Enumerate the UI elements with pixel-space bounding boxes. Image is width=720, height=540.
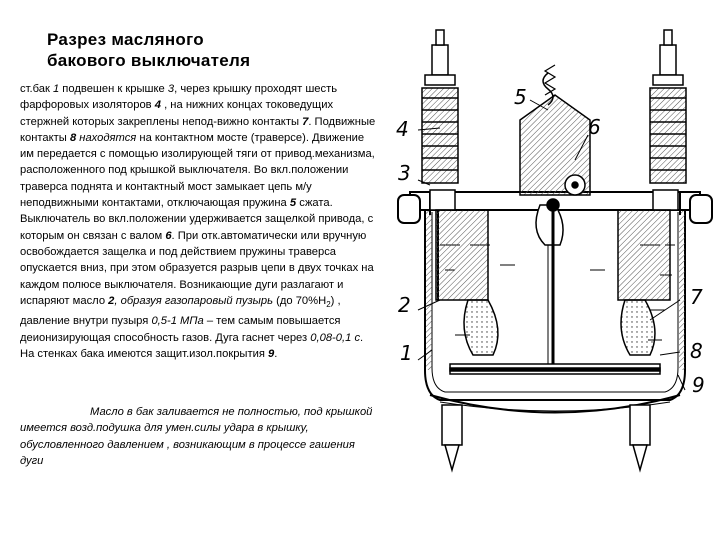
label-7: 7 [690,285,703,309]
label-4: 4 [396,117,409,141]
note-text [20,404,380,469]
breaker-cross-section-diagram [380,20,720,540]
slide-title [47,29,347,71]
label-6: 6 [588,115,601,139]
note-content: Масло в бак заливается не полностью, под крышкой имеется возд.подушка для умен.силы удара в крышку, обусловленного давлением , возникающим в процессе гашения дуги [20,406,373,467]
description-text: ст.бак 1 подвешен к крышке 3, через крышку проходят шесть фарфоровых изоляторов 4 , на нижних концах токоведущих стержней которых закреплены непод-вижно контакты 7. Подвижные контакты 8 находятся на контактном мосте (траверсе). Движение им передается с помощью изолирующей тяги от привод.механизма, расположенного под крышкой выключателя. Во вкл.положении траверса поднята и контактный мост замыкает цепь м/у неподвижными контактами, отключающая пружина 5 сжата. Выключатель во вкл.положении удерживается защелкой привода, с которым он связан с валом 6. При отк.автоматически или вручную освобождается защелка и под действием пружины траверса опускается вниз, при этом образуется разрыв цепи в двух точках на каждом полюсе выключателя. Возникающие дуги разлагают и испаряют масло 2, образуя газопаровый пузырь (до $70\%Н_2$) , давление внутри пузыря 0,5-1 МПа – тем самым повышается деионизирующая способность газов. Дуга гаснет через 0,08-0,1 с. На стенках бака имеются защит.изол.покрытия 9. [20,83,376,360]
title-line-2: бакового выключателя [47,51,251,70]
bottom-rods [442,405,650,470]
label-2: 2 [398,293,411,317]
title-line-1: Разрез масляного [47,30,204,49]
label-1: 1 [400,341,413,365]
label-5: 5 [514,85,527,109]
label-3: 3 [398,161,411,185]
label-8: 8 [690,339,703,363]
label-9: 9 [692,373,705,397]
